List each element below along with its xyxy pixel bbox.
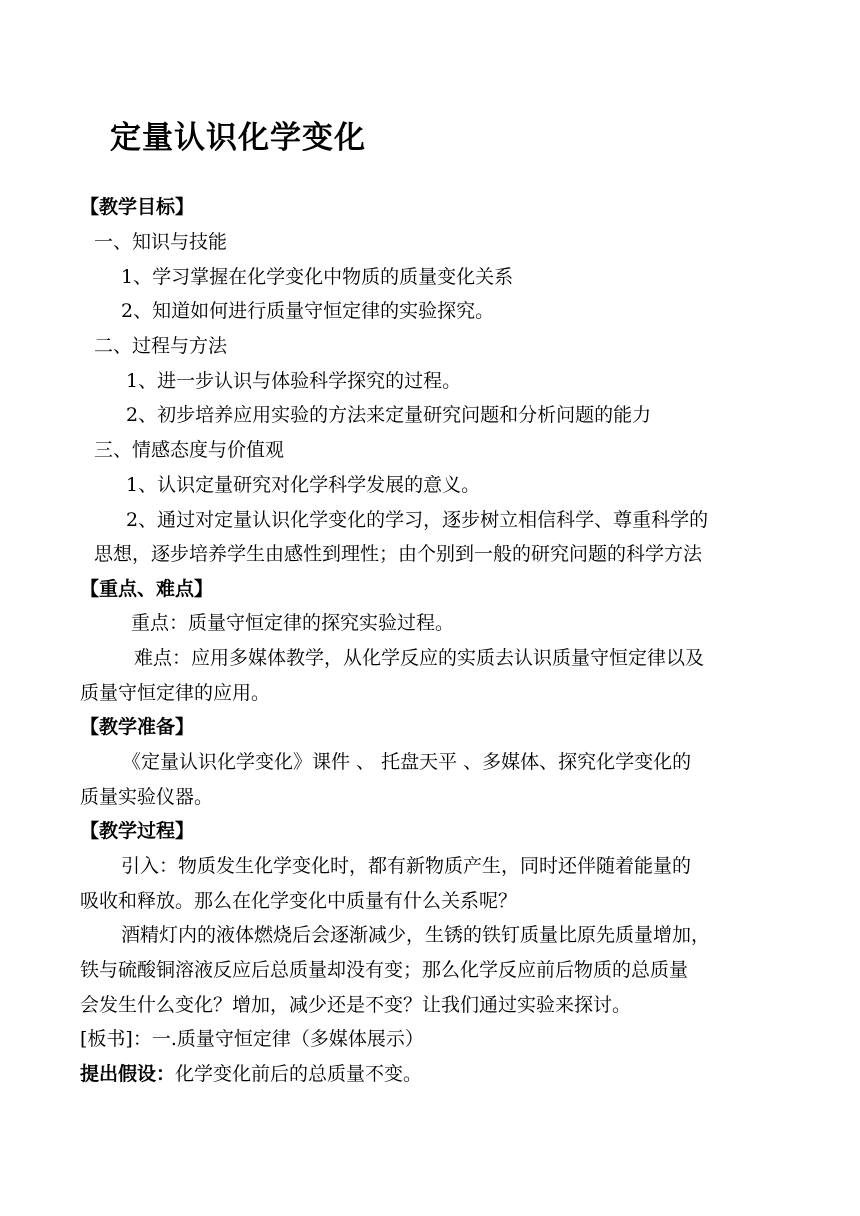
subsection-process-methods: 二、过程与方法 [94, 335, 228, 357]
section-heading-preparation: 【教学准备】 [80, 716, 195, 738]
objective-item: 1、学习掌握在化学变化中物质的质量变化关系 [121, 266, 514, 288]
document-title: 定量认识化学变化 [110, 120, 366, 156]
objective-item: 2、通过对定量认识化学变化的学习，逐步树立相信科学、尊重科学的 [126, 509, 709, 531]
hypothesis-text: 化学变化前后的总质量不变。 [175, 1063, 423, 1085]
discussion-paragraph-continued: 会发生什么变化？增加，减少还是不变？让我们通过实验来探讨。 [80, 994, 632, 1016]
difficulty-point-continued: 质量守恒定律的应用。 [80, 682, 271, 704]
subsection-attitudes-values: 三、情感态度与价值观 [94, 439, 285, 461]
hypothesis-line [80, 1061, 422, 1087]
preparation-text-continued: 质量实验仪器。 [80, 786, 214, 808]
section-heading-keypoints: 【重点、难点】 [80, 578, 214, 600]
objective-item: 2、知道如何进行质量守恒定律的实验探究。 [121, 300, 495, 322]
objective-item: 2、初步培养应用实验的方法来定量研究问题和分析问题的能力 [126, 404, 652, 426]
section-heading-process: 【教学过程】 [80, 820, 195, 842]
blackboard-note: [板书]：一.质量守恒定律（多媒体展示） [80, 1028, 424, 1050]
intro-paragraph-continued: 吸收和释放。那么在化学变化中质量有什么关系呢？ [80, 890, 518, 912]
hypothesis-label: 提出假设： [80, 1063, 176, 1085]
intro-paragraph: 引入：物质发生化学变化时，都有新物质产生，同时还伴随着能量的 [121, 855, 692, 877]
preparation-text: 《定量认识化学变化》课件 、 托盘天平 、多媒体、探究化学变化的 [122, 751, 692, 773]
subsection-knowledge-skills: 一、知识与技能 [94, 231, 228, 253]
section-heading-objectives: 【教学目标】 [80, 196, 195, 218]
objective-item-continued: 思想，逐步培养学生由感性到理性；由个别到一般的研究问题的科学方法 [94, 543, 703, 565]
objective-item: 1、进一步认识与体验科学探究的过程。 [126, 370, 462, 392]
objective-item: 1、认识定量研究对化学科学发展的意义。 [126, 474, 481, 496]
focus-point: 重点：质量守恒定律的探究实验过程。 [131, 612, 455, 634]
discussion-paragraph-continued: 铁与硫酸铜溶液反应后总质量却没有变；那么化学反应前后物质的总质量 [80, 959, 689, 981]
discussion-paragraph: 酒精灯内的液体燃烧后会逐渐减少，生锈的铁钉质量比原先质量增加， [121, 924, 711, 946]
difficulty-point: 难点：应用多媒体教学，从化学反应的实质去认识质量守恒定律以及 [134, 647, 705, 669]
